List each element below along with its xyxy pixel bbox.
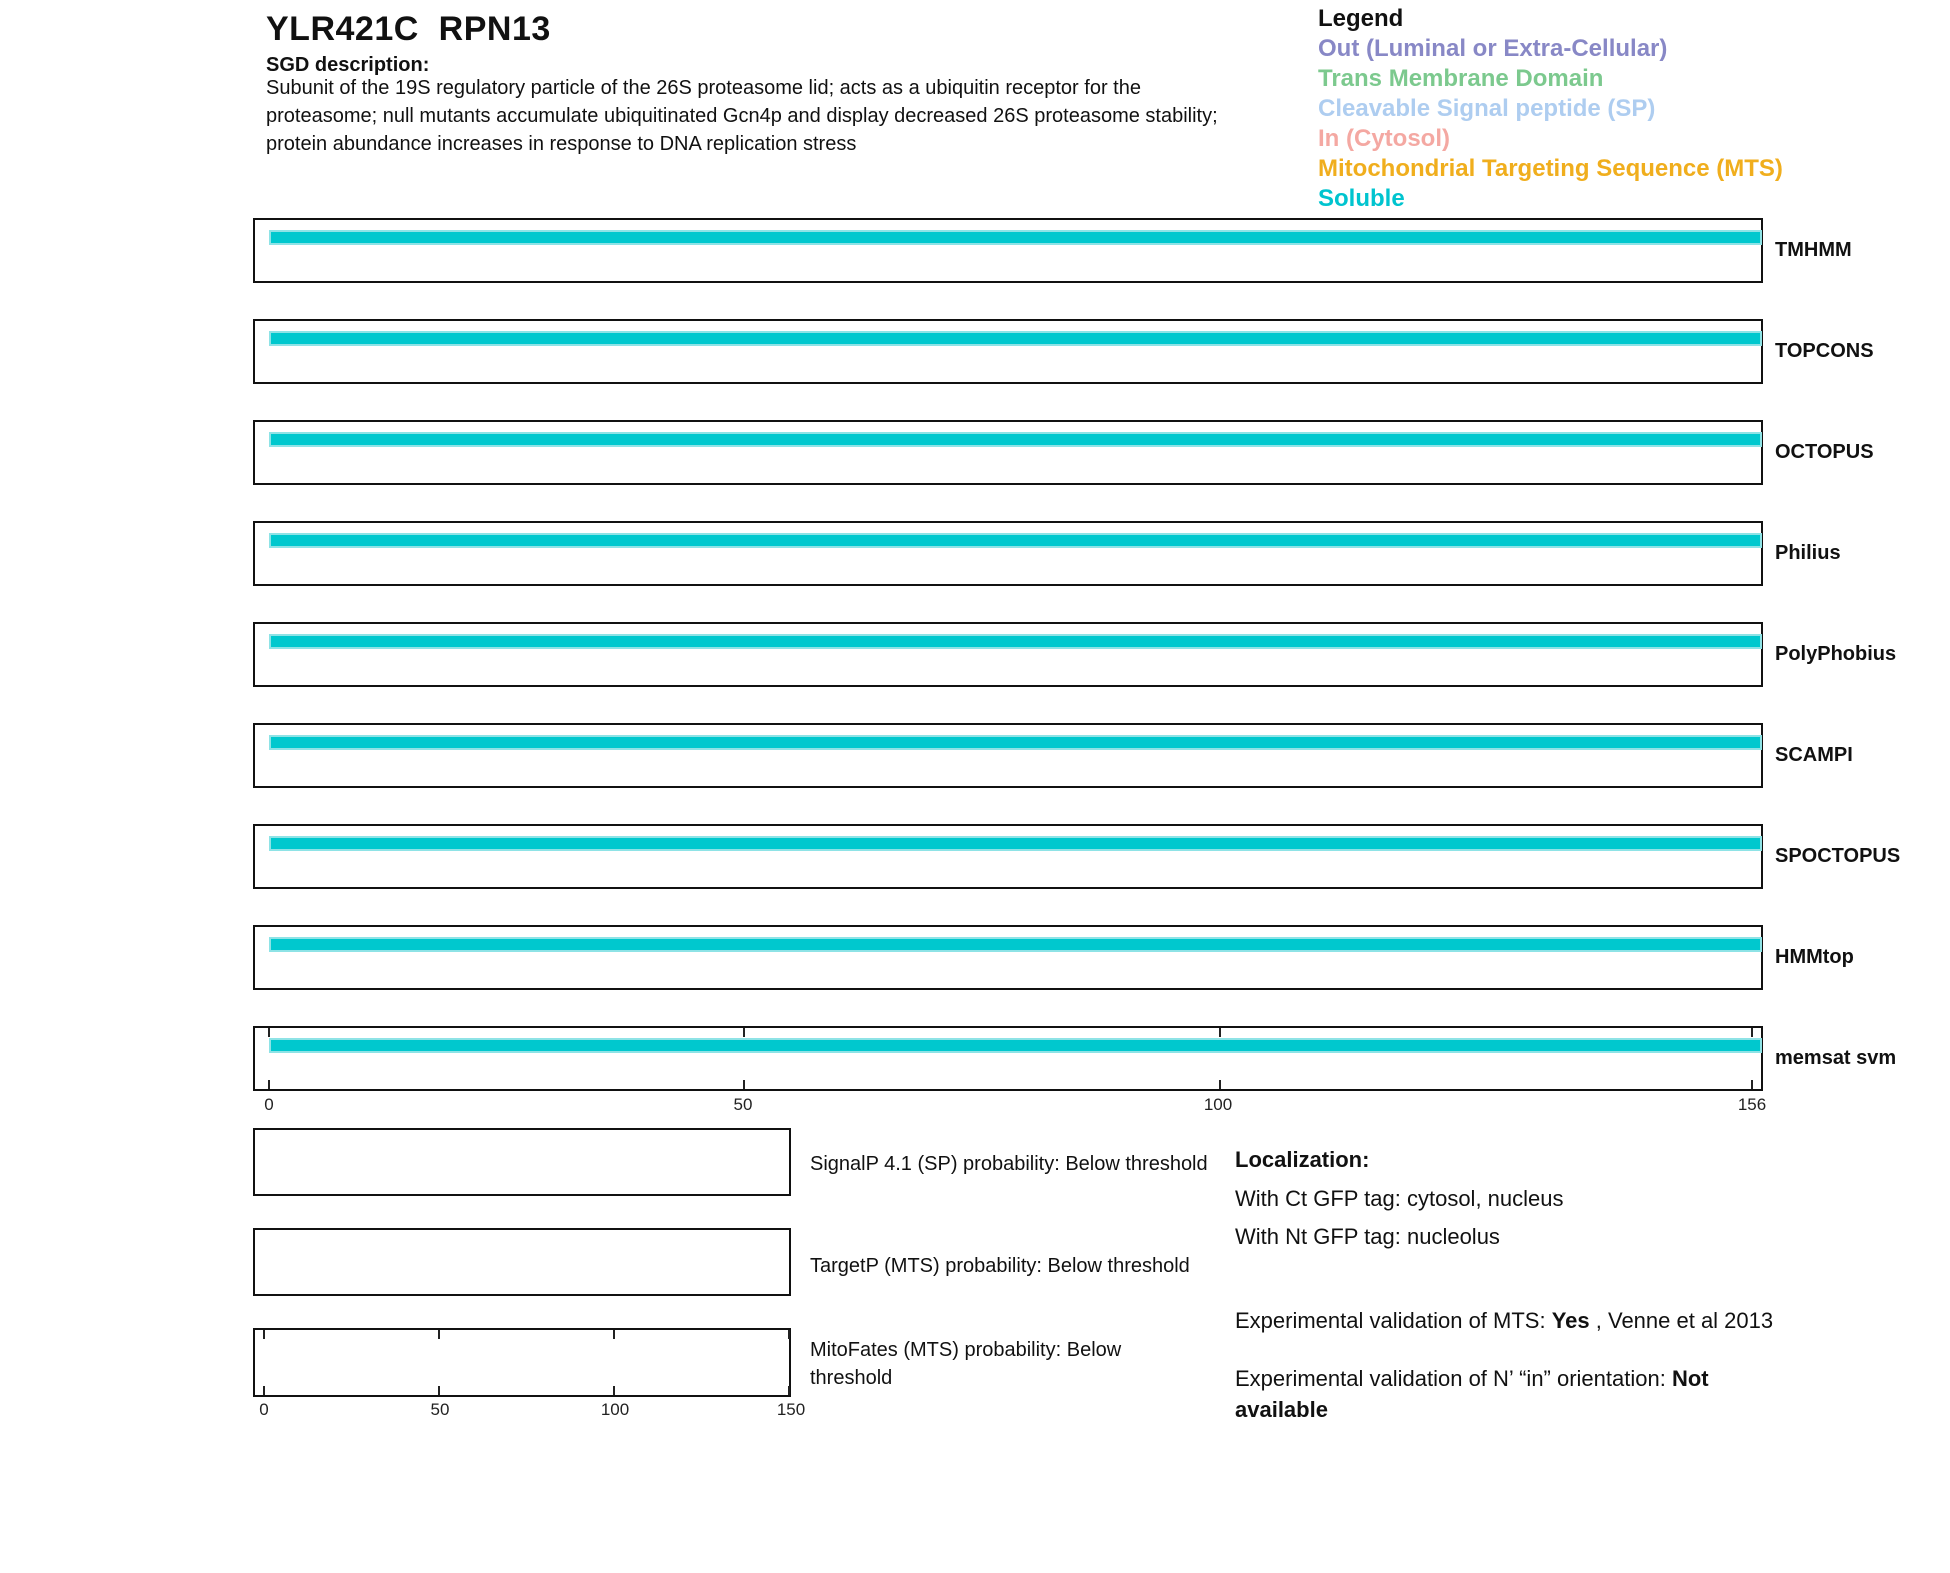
mts-validation-value: Yes [1551,1308,1590,1333]
axis-tick [438,1330,440,1339]
axis-tick [1751,1080,1753,1089]
topology-bar-track [269,634,1758,649]
row-label: TMHMM [1775,239,1852,261]
legend-item-in-cytosol: In (Cytosol) [1318,125,1450,152]
localization-nt-gfp: With Nt GFP tag: nucleolus [1235,1224,1500,1249]
sgd-description-line: proteasome; null mutants accumulate ubiquitinated Gcn4p and display decreased 26S proteasome stability; [266,105,1218,127]
orientation-validation-value: Not available [1235,1366,1709,1422]
prediction-row-polyphobius [253,622,1897,687]
topology-bar-track [269,533,1758,548]
soluble-bar-segment [269,836,1762,851]
prob-axis-label: 100 [600,1400,630,1419]
topology-bar-track [269,1038,1758,1053]
plot-box [253,1128,791,1196]
row-label: PolyPhobius [1775,643,1897,665]
mitofates-plot [253,1328,791,1397]
prediction-row-scampi [253,723,1853,788]
axis-tick [613,1330,615,1339]
prediction-row-tmhmm [253,218,1852,283]
row-label: SCAMPI [1775,744,1853,766]
plot-box [253,723,1763,788]
x-axis-label: 156 [1737,1095,1767,1114]
plot-box [253,420,1763,485]
x-axis-label: 0 [264,1095,274,1114]
topology-bar-track [269,937,1758,952]
axis-tick [268,1028,270,1037]
localization-heading: Localization: [1235,1147,1370,1172]
targetp-label: TargetP (MTS) probability: Below threshold [810,1255,1190,1277]
legend-item-out: Out (Luminal or Extra-Cellular) [1318,35,1668,62]
plot-box [253,521,1763,586]
orientation-validation [1235,1363,1790,1425]
soluble-bar-segment [269,1038,1762,1053]
plot-box [253,1026,1763,1091]
axis-tick [613,1386,615,1395]
soluble-bar-segment [269,634,1762,649]
plot-box [253,218,1763,283]
signalp-label: SignalP 4.1 (SP) probability: Below threshold [810,1153,1208,1175]
targetp-plot [253,1228,791,1296]
sgd-description-line: Subunit of the 19S regulatory particle of the 26S proteasome lid; acts as a ubiquitin receptor for the [266,77,1141,99]
mts-validation-suffix: , Venne et al 2013 [1589,1308,1774,1333]
axis-tick [263,1330,265,1339]
soluble-bar-segment [269,937,1762,952]
axis-tick [743,1080,745,1089]
legend [1318,4,1783,214]
prediction-row-hmmtop [253,925,1854,990]
mts-validation-prefix: Experimental validation of MTS: [1235,1308,1552,1333]
topology-bar-track [269,230,1758,245]
x-axis-label: 50 [733,1095,753,1114]
axis-tick [788,1386,790,1395]
prediction-row-philius [253,521,1841,586]
axis-tick [743,1028,745,1037]
axis-tick [263,1386,265,1395]
prediction-row-memsat-svm [253,1026,1897,1091]
sgd-description-text [266,74,1218,158]
axis-tick [1751,1028,1753,1037]
legend-item-transmembrane: Trans Membrane Domain [1318,65,1604,92]
axis-tick-strip [264,1330,789,1395]
prob-axis-label: 50 [430,1400,450,1419]
axis-tick [1219,1080,1221,1089]
soluble-bar-segment [269,735,1762,750]
plot-box [253,925,1763,990]
axis-tick [788,1330,790,1339]
mitofates-label: MitoFates (MTS) probability: Below threshold [810,1339,1122,1389]
row-label: OCTOPUS [1775,441,1874,463]
topology-bar-track [269,331,1758,346]
localization-ct-gfp: With Ct GFP tag: cytosol, nucleus [1235,1186,1564,1211]
axis-tick [1219,1028,1221,1037]
legend-item-soluble: Soluble [1318,185,1405,212]
soluble-bar-segment [269,432,1762,447]
plot-box [253,1228,791,1296]
topology-bar-track [269,432,1758,447]
row-label: SPOCTOPUS [1775,845,1901,867]
row-label: memsat svm [1775,1047,1897,1069]
topology-bar-track [269,836,1758,851]
plot-box [253,319,1763,384]
soluble-bar-segment [269,331,1762,346]
plot-box [253,824,1763,889]
row-label: Philius [1775,542,1841,564]
row-label: TOPCONS [1775,340,1874,362]
prob-axis-label: 0 [259,1400,269,1419]
page-title: YLR421C RPN13 [266,10,551,48]
orientation-validation-prefix: Experimental validation of N’ “in” orientation: [1235,1366,1672,1391]
signalp-plot [253,1128,791,1196]
soluble-bar-segment [269,533,1762,548]
x-axis-label: 100 [1203,1095,1233,1114]
plot-box [253,1328,791,1397]
sgd-description-label: SGD description: [266,54,430,76]
prob-axis-label: 150 [776,1400,806,1419]
topology-bar-track [269,735,1758,750]
legend-item-mts: Mitochondrial Targeting Sequence (MTS) [1318,155,1783,182]
legend-item-signal-peptide: Cleavable Signal peptide (SP) [1318,95,1656,122]
prediction-row-spoctopus [253,824,1901,889]
row-label: HMMtop [1775,946,1854,968]
prediction-row-octopus [253,420,1874,485]
axis-tick [438,1386,440,1395]
prediction-row-topcons [253,319,1874,384]
legend-title: Legend [1318,5,1404,32]
soluble-bar-segment [269,230,1762,245]
plot-box [253,622,1763,687]
axis-tick [268,1080,270,1089]
mts-validation [1235,1306,1773,1336]
sgd-description-line: protein abundance increases in response to DNA replication stress [266,133,857,155]
